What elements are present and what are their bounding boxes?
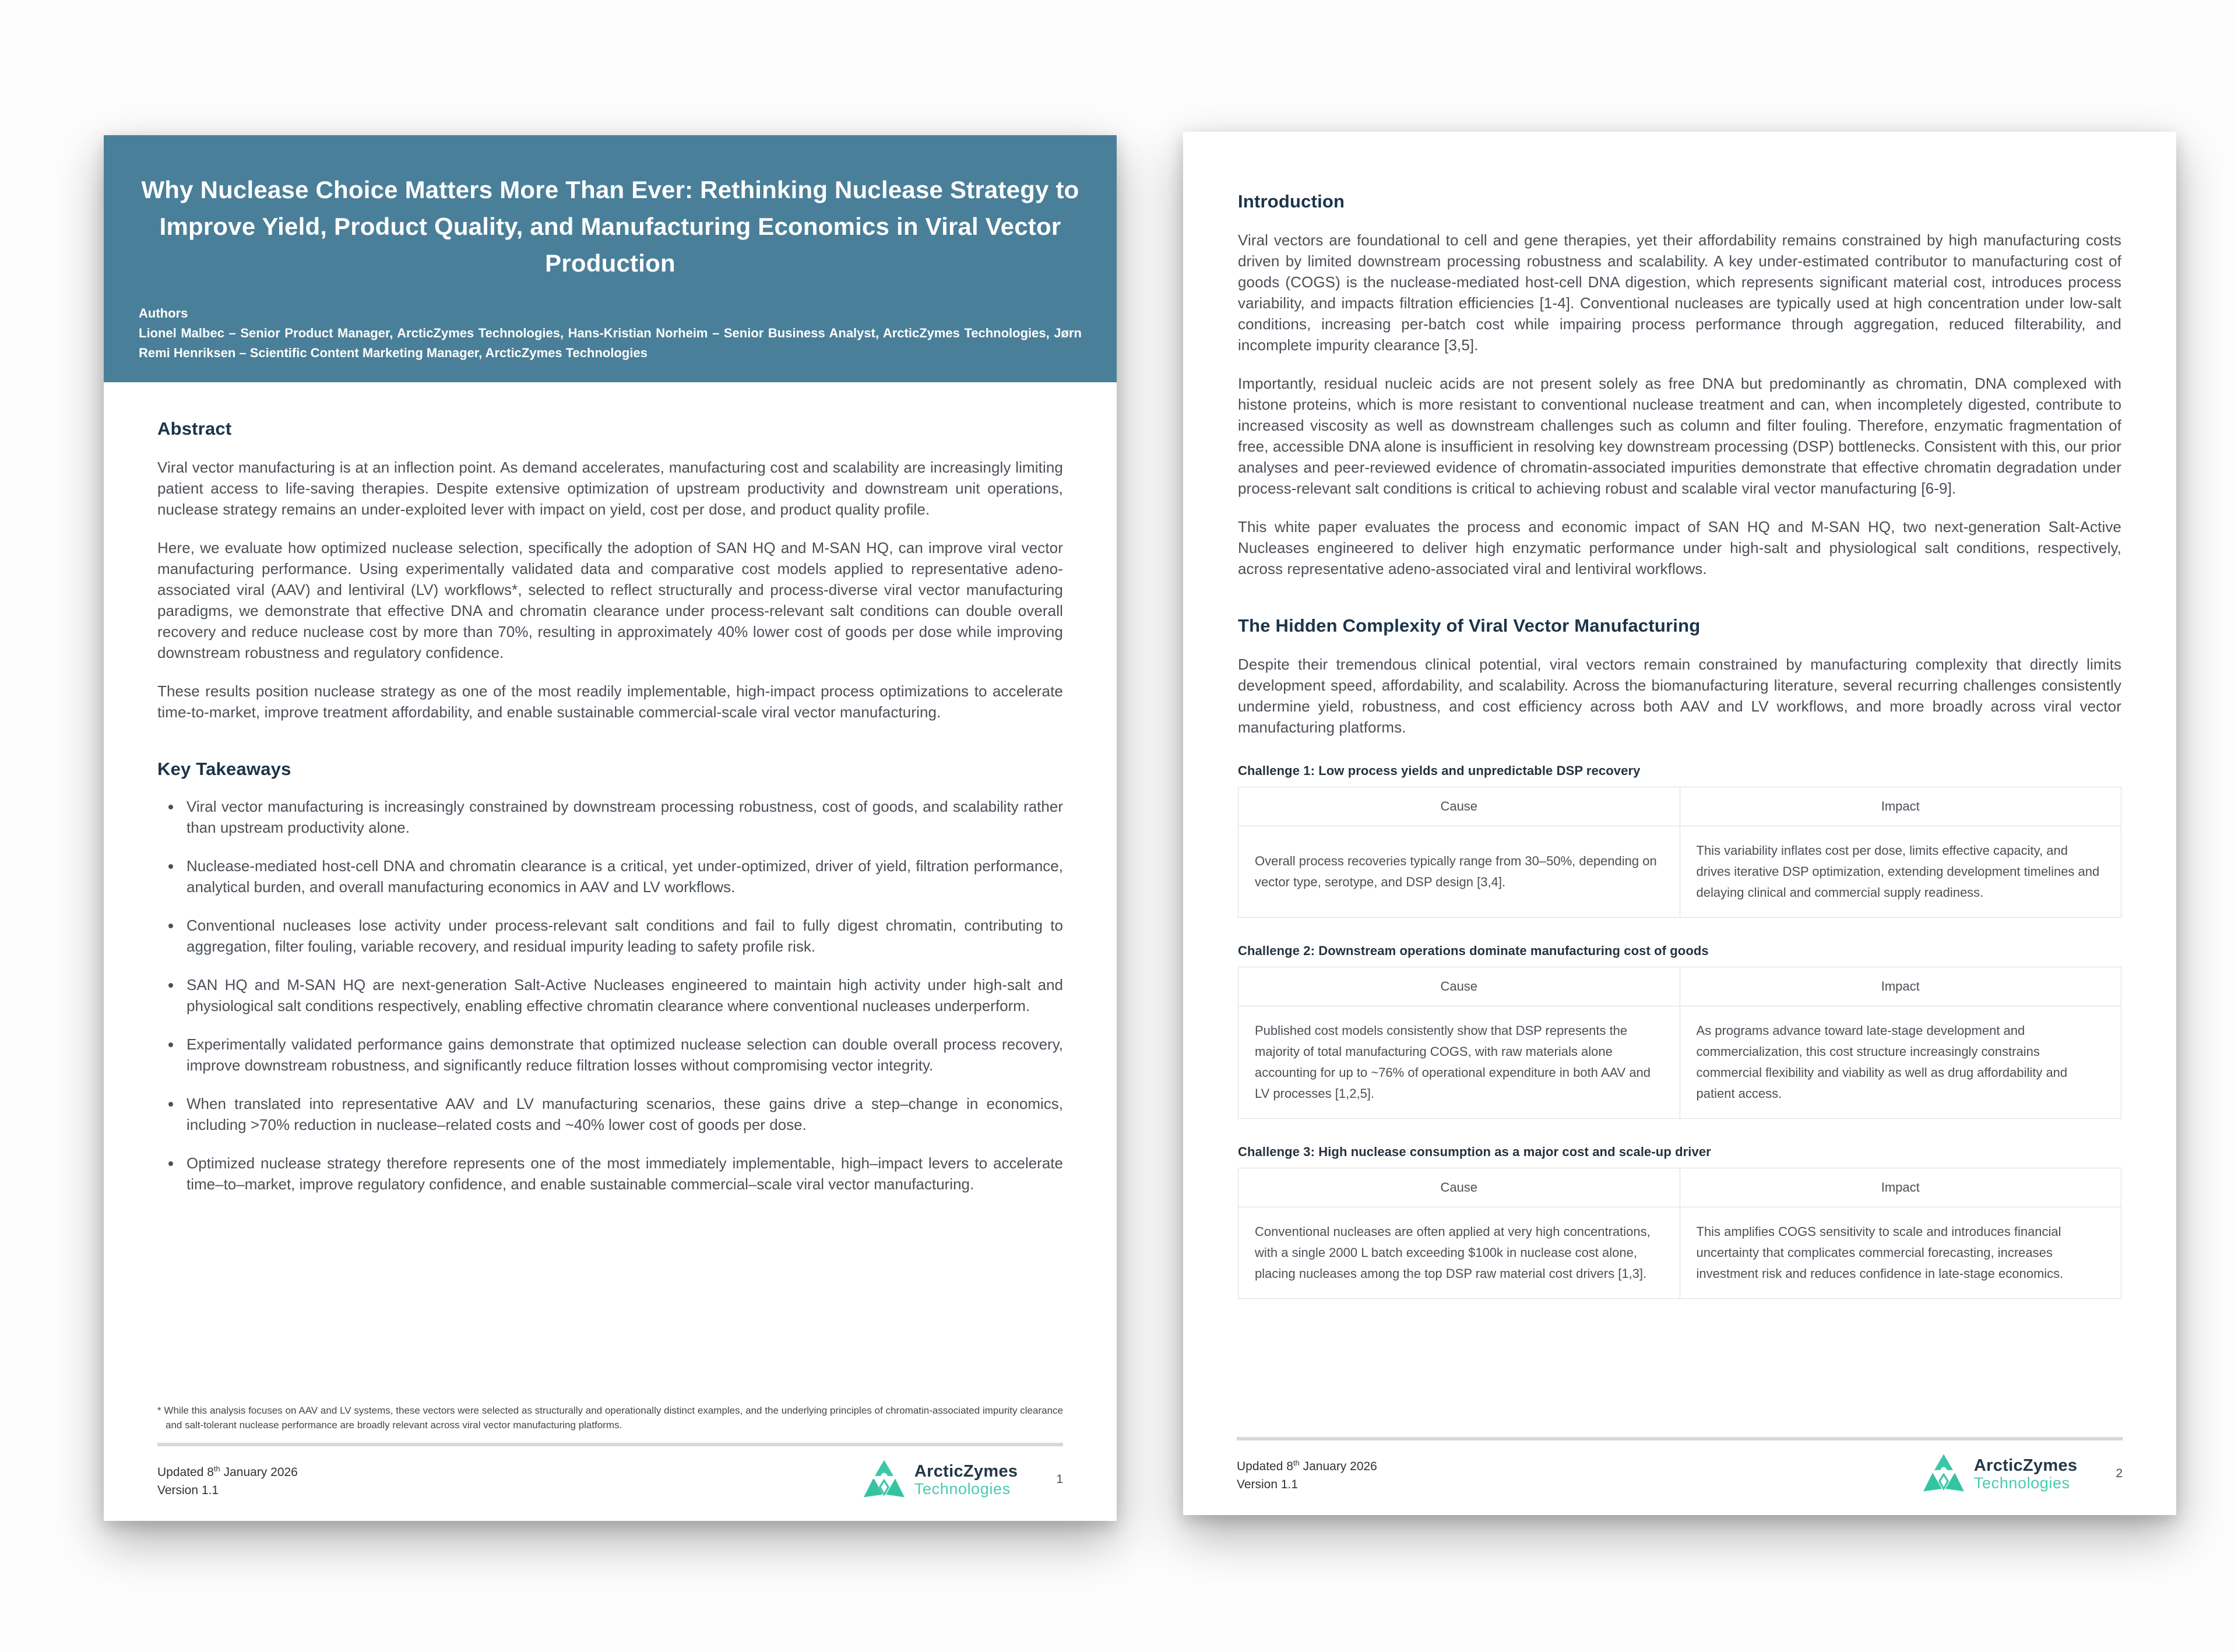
cause-column-header: Cause [1238, 1168, 1680, 1207]
cause-cell: Published cost models consistently show that DSP represents the majority of total manufacturing COGS, with raw materials alone accounting for up to ~76% of operational expenditure in both AAV and LV processes [1,2,5]. [1238, 1006, 1680, 1119]
updated-date [1237, 1454, 1377, 1475]
title-banner [104, 135, 1117, 382]
cause-cell: Overall process recoveries typically range from 30–50%, depending on vector type, serotype, and DSP design [3,4]. [1238, 826, 1680, 918]
impact-cell: As programs advance toward late-stage development and commercialization, this cost structure increasingly constrains commercial flexibility and viability as well as drug affordability and patient access. [1680, 1006, 2121, 1119]
page-2-footer [1237, 1437, 2123, 1494]
ordinal-suffix: th [1293, 1459, 1300, 1467]
takeaway-bullet: • SAN HQ and M-SAN HQ are next-generation Salt-Active Nucleases engineered to maintain high activity under high-salt and physiological salt conditions respectively, enabling effective chromatin clearance where conventional nucleases underperform. [182, 974, 1063, 1016]
key-takeaways-heading: Key Takeaways [157, 759, 291, 779]
brand-name: ArcticZymes [914, 1461, 1018, 1481]
challenge-3-label: Challenge 3: High nuclease consumption as a major cost and scale-up driver [1238, 1144, 1711, 1159]
abstract-paragraph: Here, we evaluate how optimized nuclease selection, specifically the adoption of SAN HQ and M-SAN HQ, can improve viral vector manufacturing performance. Using experimentally validated data and comparative cost models applied to representative adeno-associated viral (AAV) and lentiviral (LV) workflows*, selected to reflect structurally and process-diverse viral vector manufacturing paradigms, we demonstrate that effective DNA and chromatin clearance under process-relevant salt conditions can double overall recovery and reduce nuclease cost by more than 70%, resulting in approximately 40% lower cost of goods per dose while improving downstream robustness and regulatory confidence. [157, 539, 1063, 661]
version-label: Version 1.1 [1237, 1478, 1299, 1491]
challenge-3-table [1238, 1168, 2121, 1299]
hidden-complexity-paragraph: Despite their tremendous clinical potential, viral vectors remain constrained by manufacturing complexity that directly limits development speed, affordability, and scalability. Across the biomanufacturing literature, several recurring challenges consistently undermine yield, robustness, and cost efficiency across both AAV and LV workflows, and more broadly across viral vector manufacturing platforms. [1238, 656, 2121, 736]
page-1 [104, 135, 1117, 1521]
footer-meta [1237, 1454, 1377, 1494]
updated-date-text: Updated 8 [157, 1466, 214, 1479]
abstract-paragraph: These results position nuclease strategy as one of the most readily implementable, high-impact process optimizations to accelerate time-to-market, improve treatment affordability, and enable sustainable commercial-scale viral vector manufacturing. [157, 682, 1063, 721]
impact-column-header: Impact [1680, 787, 2121, 826]
challenge-2-label: Challenge 2: Downstream operations dominate manufacturing cost of goods [1238, 943, 1709, 958]
takeaway-bullet: • Conventional nucleases lose activity under process-relevant salt conditions and fail to fully digest chromatin, contributing to aggregation, filter fouling, variable recovery, and residual impurity leading to safety profile risk. [182, 915, 1063, 957]
introduction-paragraph: Viral vectors are foundational to cell and gene therapies, yet their affordability remains constrained by high manufacturing costs driven by limited downstream processing robustness and scalability. A key under-estimated contributor to manufacturing cost of goods (COGS) is the nuclease-mediated host-cell DNA digestion, which represents significant material cost, introduces process variability, and impacts filtration efficiencies [1-4]. Conventional nucleases are typically used at high concentration under low-salt conditions, increasing per-batch cost while impairing process performance through aggregation, reduced filterability, and incomplete impurity clearance [3,5]. [1238, 231, 2121, 354]
challenge-1-table [1238, 787, 2121, 918]
challenge-3-block [1238, 1144, 2121, 1299]
introduction-heading: Introduction [1238, 191, 1345, 212]
abstract-heading: Abstract [157, 418, 232, 439]
authors-label: Authors [139, 306, 188, 320]
brand-subname: Technologies [914, 1480, 1011, 1498]
ordinal-suffix: th [213, 1464, 220, 1473]
impact-column-header: Impact [1680, 1168, 2121, 1207]
updated-date [157, 1460, 298, 1481]
abstract-paragraph: Viral vector manufacturing is at an inflection point. As demand accelerates, manufacturing cost and scalability are increasingly limiting patient access to life-saving therapies. Despite extensive optimization of upstream productivity and downstream unit operations, nuclease strategy remains an under-exploited lever with impact on yield, cost per dose, and product quality profile. [157, 459, 1063, 518]
arcticzymes-logo [1922, 1453, 2077, 1494]
page-1-content [104, 418, 1117, 1195]
takeaway-bullet: • Nuclease-mediated host-cell DNA and chromatin clearance is a critical, yet under-optimized, driver of yield, filtration performance, analytical burden, and overall manufacturing economics in AAV and LV workflows. [182, 855, 1063, 897]
footer-brand [862, 1459, 1063, 1500]
challenge-1-label: Challenge 1: Low process yields and unpredictable DSP recovery [1238, 763, 1641, 778]
key-takeaways-list [157, 796, 1063, 1195]
impact-column-header: Impact [1680, 967, 2121, 1006]
document-title: Why Nuclease Choice Matters More Than Ever: Rethinking Nuclease Strategy to Improve Yield, Product Quality, and Manufacturing Economics in Viral Vector Production [141, 176, 1079, 277]
takeaway-bullet: • When translated into representative AAV and LV manufacturing scenarios, these gains drive a step–change in economics, including >70% reduction in nuclease–related costs and ~40% lower cost of goods per dose. [182, 1093, 1063, 1135]
brand-subname: Technologies [1973, 1474, 2070, 1492]
takeaway-bullet: • Optimized nuclease strategy therefore represents one of the most immediately implementable, high–impact levers to accelerate time–to–market, improve regulatory confidence, and enable sustainable commercial–scale viral vector manufacturing. [182, 1153, 1063, 1195]
table-row [1238, 1006, 2121, 1119]
takeaway-bullet: • Viral vector manufacturing is increasingly constrained by downstream processing robustness, cost of goods, and scalability rather than upstream productivity alone. [182, 796, 1063, 838]
cause-column-header: Cause [1238, 967, 1680, 1006]
footer-meta [157, 1460, 298, 1499]
arcticzymes-triangle-icon [862, 1459, 906, 1500]
brand-name: ArcticZymes [1973, 1456, 2078, 1475]
takeaway-bullet: • Experimentally validated performance gains demonstrate that optimized nuclease selection can double overall process recovery, improve downstream robustness, and significantly reduce filtration losses without compromising vector integrity. [182, 1034, 1063, 1076]
arcticzymes-logo [862, 1459, 1018, 1500]
table-row [1238, 826, 2121, 918]
table-row [1238, 1207, 2121, 1299]
introduction-paragraph: Importantly, residual nucleic acids are not present solely as free DNA but predominantly as chromatin, DNA complexed with histone proteins, which is more resistant to conventional nuclease treatment and can, when incompletely digested, contribute to increased viscosity as well as downstream challenges such as column and filter fouling. Therefore, enzymatic fragmentation of free, accessible DNA alone is insufficient in resolving key downstream processing (DSP) bottlenecks. Consistent with this, our prior analyses and peer-reviewed evidence of chromatin-associated impurities demonstrate that effective chromatin degradation under process-relevant salt conditions is critical to achieving robust and scalable viral vector manufacturing [6-9]. [1238, 375, 2121, 497]
cause-cell: Conventional nucleases are often applied at very high concentrations, with a single 2000 L batch exceeding $100k in nuclease cost alone, placing nucleases among the top DSP raw material cost drivers [1,3]. [1238, 1207, 1680, 1299]
page-2 [1183, 132, 2176, 1515]
page-number: 2 [2116, 1467, 2123, 1480]
introduction-paragraph: This white paper evaluates the process and economic impact of SAN HQ and M-SAN HQ, two next-generation Salt-Active Nucleases engineered to deliver high enzymatic performance under high-salt and physiological salt conditions, respectively, across representative adeno-associated viral and lentiviral workflows. [1238, 518, 2121, 577]
authors-names: Lionel Malbec – Senior Product Manager, ArcticZymes Technologies, Hans-Kristian Norheim – Senior Business Analyst, ArcticZymes Technologies, Jørn Remi Henriksen – Scientific Content Marketing Manager, ArcticZymes Technologies [139, 326, 1082, 360]
footer-brand [1922, 1453, 2123, 1494]
arcticzymes-triangle-icon [1922, 1453, 1966, 1494]
cause-column-header: Cause [1238, 787, 1680, 826]
challenge-2-table [1238, 967, 2121, 1119]
footnote: * While this analysis focuses on AAV and LV systems, these vectors were selected as structurally and operationally distinct examples, and the underlying principles of chromatin-associated impurity clearance and salt-tolerant nuclease performance are broadly relevant across viral vector manufacturing platforms. [157, 1405, 1063, 1431]
page-number: 1 [1056, 1473, 1063, 1486]
impact-cell: This amplifies COGS sensitivity to scale and introduces financial uncertainty that complicates commercial forecasting, increases investment risk and reduces confidence in late-stage economics. [1680, 1207, 2121, 1299]
page-2-content [1183, 132, 2176, 1299]
arcticzymes-wordmark [914, 1463, 1018, 1497]
version-label: Version 1.1 [157, 1484, 219, 1497]
challenge-1-block [1238, 763, 2121, 918]
hidden-complexity-heading: The Hidden Complexity of Viral Vector Manufacturing [1238, 615, 1701, 636]
updated-date-rest: January 2026 [1299, 1460, 1377, 1473]
arcticzymes-wordmark [1974, 1457, 2077, 1491]
updated-date-text: Updated 8 [1237, 1460, 1293, 1473]
page-1-footer [157, 1443, 1063, 1500]
impact-cell: This variability inflates cost per dose, limits effective capacity, and drives iterative DSP optimization, extending development timelines and delaying clinical and commercial supply readiness. [1680, 826, 2121, 918]
challenge-2-block [1238, 943, 2121, 1119]
updated-date-rest: January 2026 [220, 1466, 298, 1479]
